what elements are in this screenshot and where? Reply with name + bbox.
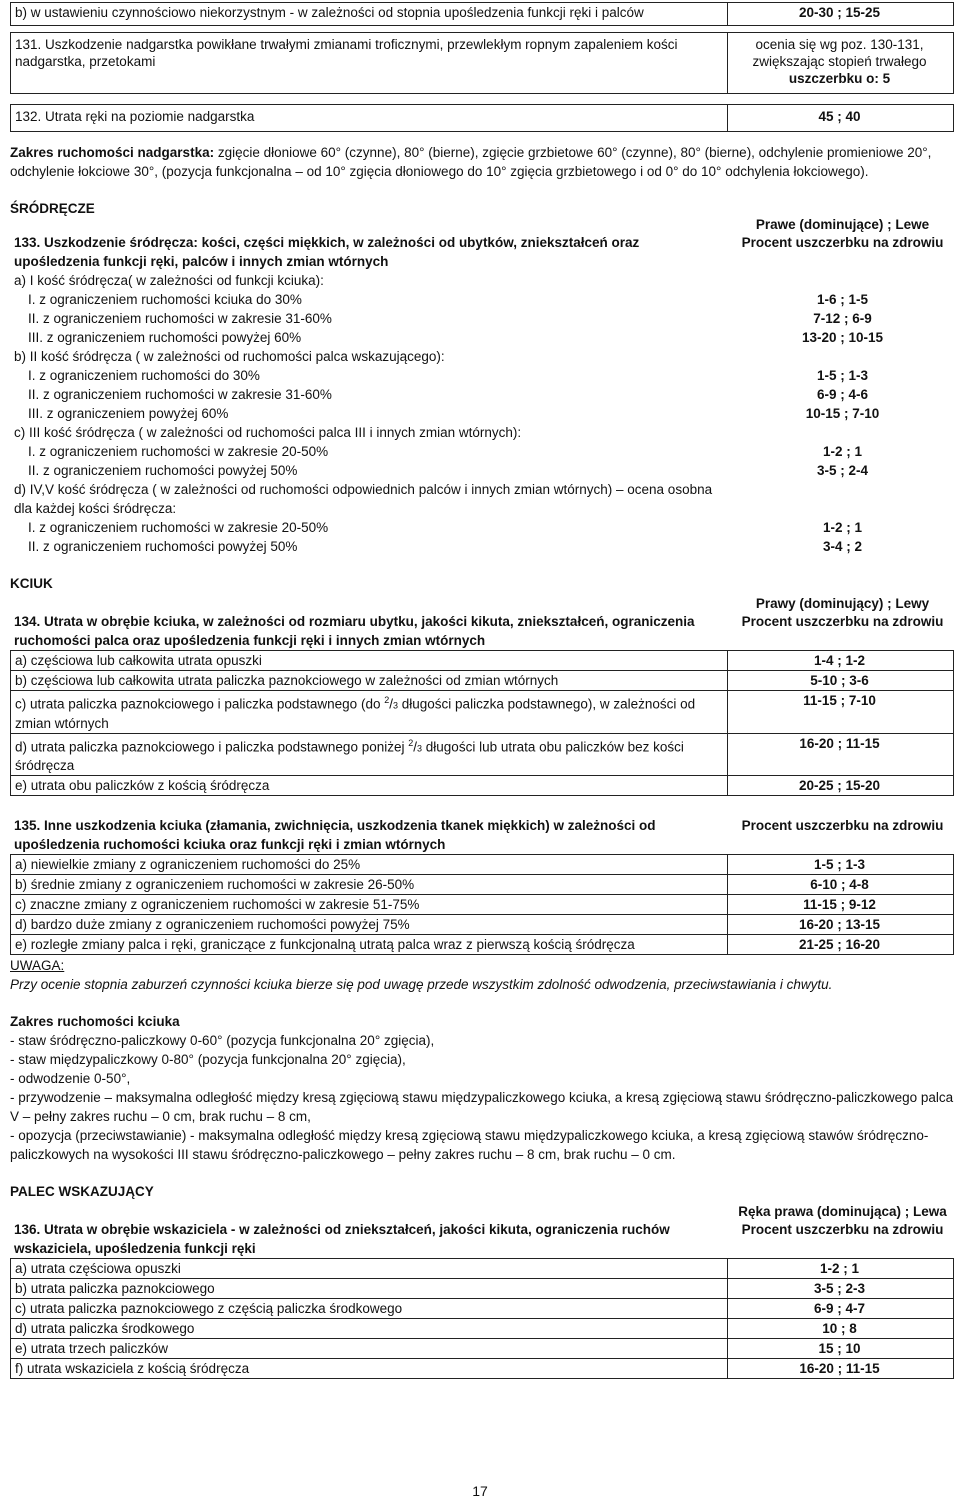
row-text-part: długości lub utrata obu paliczków bez kości śródręcza [15, 739, 684, 773]
col-side-header: Prawy (dominujący) ; Lewy [755, 596, 930, 611]
item-131-value [728, 33, 954, 94]
zakres-nadgarstka-label: Zakres ruchomości nadgarstka: [10, 145, 215, 160]
table-row [11, 1279, 954, 1299]
uwaga-label: UWAGA: [10, 958, 65, 973]
row-text: c) utrata paliczka paznokciowego z częścią paliczka środkowego [11, 1299, 728, 1319]
row-value: 11-15 ; 7-10 [728, 691, 954, 734]
row-text: a) I kość śródręcza( w zależności od funkcji kciuka): [14, 273, 324, 288]
row-value: 1-2 ; 1 [822, 444, 863, 459]
row-text: b) średnie zmiany z ograniczeniem ruchomości w zakresie 26-50% [11, 875, 728, 895]
row-text: b) utrata paliczka paznokciowego [11, 1279, 728, 1299]
row-value [731, 480, 954, 518]
col-pct-header: Procent uszczerbku na zdrowiu [741, 818, 944, 833]
row-text: I. z ograniczeniem ruchomości kciuka do 30% [28, 292, 302, 307]
row-text: e) rozległe zmiany palca i ręki, graniczące z funkcjonalną utratą palca wraz z pierwszą kością śródręcza [11, 935, 728, 955]
list-item [10, 309, 954, 328]
zakres-nadgarstka [10, 143, 954, 181]
uwaga-text: Przy ocenie stopnia zaburzeń czynności kciuka bierze się pod uwagę przede wszystkim zdolność odwodzenia, przeciwstawiania i chwytu. [10, 977, 833, 992]
row-text: d) utrata paliczka paznokciowego i paliczka podstawnego poniżej $^2$/3 długości lub utrata obu paliczków bez kości śródręcza [11, 733, 728, 776]
table-row [11, 1339, 954, 1359]
list-item [10, 385, 954, 404]
table-row [11, 733, 954, 776]
row-text: I. z ograniczeniem ruchomości w zakresie 20-50% [28, 444, 329, 459]
list-item [10, 537, 954, 556]
row-value: 10-15 ; 7-10 [805, 406, 880, 421]
row-value: 1-5 ; 1-3 [816, 368, 869, 383]
row-text: c) III kość śródręcza ( w zależności od ruchomości palca III i innych zmian wtórnych): [14, 425, 522, 440]
section-heading-srodrecze: ŚRÓDRĘCZE [10, 201, 95, 216]
item-134-table [10, 650, 954, 796]
list-item [10, 366, 954, 385]
item-132-text: 132. Utrata ręki na poziomie nadgarstka [11, 105, 728, 132]
fraction-numerator: 2 [408, 737, 414, 748]
item-135-table [10, 854, 954, 955]
item-131-value-line: zwiększając stopień trwałego [752, 54, 927, 69]
row-text: I. z ograniczeniem ruchomości w zakresie 20-50% [28, 520, 329, 535]
row-text: a) niewielkie zmiany z ograniczeniem ruchomości do 25% [11, 855, 728, 875]
list-item [10, 271, 954, 290]
list-item [10, 423, 954, 442]
item-131-text: 131. Uszkodzenie nadgarstka powikłane trwałymi zmianami troficznymi, przewlekłym ropnym zapaleniem kości nadgarstka, przetokami [11, 33, 728, 94]
row-text: a) utrata częściowa opuszki [11, 1259, 728, 1279]
col-pct-header: Procent uszczerbku na zdrowiu [741, 235, 944, 250]
table-row [11, 1319, 954, 1339]
table-row [11, 1359, 954, 1379]
table-row [11, 895, 954, 915]
item-131-value-line: ocenia się wg poz. 130-131, [755, 37, 924, 52]
row-value: 11-15 ; 9-12 [728, 895, 954, 915]
list-item [10, 347, 954, 366]
list-item: - przywodzenie – maksymalna odległość między kresą zgięciową stawu międzypaliczkowego kciuka, a kresą zgięciową stawu śródręczno-paliczkowego palca V – pełny zakres ruchu – 0 cm, brak ruchu – 8 cm, [10, 1090, 954, 1124]
row-value [731, 271, 954, 290]
table-row [11, 1299, 954, 1319]
table-row [11, 105, 954, 132]
row-value: 13-20 ; 10-15 [801, 330, 884, 345]
row-b-text: b) w ustawieniu czynnościowo niekorzystnym - w zależności od stopnia upośledzenia funkcji ręki i palców [11, 3, 728, 26]
fraction-denominator: 3 [417, 743, 423, 753]
row-value: 1-2 ; 1 [728, 1259, 954, 1279]
row-text: f) utrata wskaziciela z kością śródręcza [11, 1359, 728, 1379]
table-row [11, 3, 954, 26]
list-item [10, 404, 954, 423]
row-value: 6-10 ; 4-8 [728, 875, 954, 895]
row-text-part: c) utrata paliczka paznokciowego i paliczka podstawnego (do [15, 696, 385, 712]
row-value: 7-12 ; 6-9 [813, 311, 872, 326]
row-value: 16-20 ; 13-15 [728, 915, 954, 935]
table-row [11, 691, 954, 734]
wskazujacy-header [10, 1203, 954, 1258]
list-item: - staw śródręczno-paliczkowy 0-60° (pozycja funkcjonalna 20° zgięcia), [10, 1033, 435, 1048]
row-text-part: d) utrata paliczka paznokciowego i paliczka podstawnego poniżej [15, 739, 409, 754]
row-text: c) utrata paliczka paznokciowego i paliczka podstawnego (do $^2$/3 długości paliczka podstawnego), w zależności od zmian wtórnych [11, 691, 728, 734]
document-page [10, 0, 954, 1379]
top-table [10, 2, 954, 132]
list-item: - staw międzypaliczkowy 0-80° (pozycja funkcjonalna 20° zgięcia), [10, 1052, 406, 1067]
table-row [11, 915, 954, 935]
row-text: II. z ograniczeniem ruchomości powyżej 50% [28, 539, 298, 554]
item-133-title: 133. Uszkodzenie śródręcza: kości, części miękkich, w zależności od ubytków, zniekształceń oraz upośledzenia funkcji ręki, palców i innych zmian wtórnych [14, 235, 640, 269]
col-side-header: Ręka prawa (dominująca) ; Lewa [738, 1204, 947, 1219]
fraction-numerator: 2 [384, 695, 390, 705]
item-136-title: 136. Utrata w obrębie wskaziciela - w zależności od zniekształceń, jakości kikuta, ograniczenia ruchów wskaziciela, upośledzenia funkcji ręki [14, 1222, 670, 1256]
col-side-header: Prawe (dominujące) ; Lewe [755, 217, 930, 232]
table-row [11, 776, 954, 796]
row-value: 21-25 ; 16-20 [728, 935, 954, 955]
row-value: 1-5 ; 1-3 [728, 855, 954, 875]
item-134-title: 134. Utrata w obrębie kciuka, w zależności od rozmiaru ubytku, jakości kikuta, zniekształceń, ograniczenia ruchomości palca oraz upośledzenia funkcji ręki i innych zmian wtórnych [14, 614, 695, 648]
row-value: 6-9 ; 4-7 [728, 1299, 954, 1319]
row-text-part: długości paliczka podstawnego), w zależności od zmian wtórnych [15, 696, 696, 731]
row-text: d) IV,V kość śródręcza ( w zależności od ruchomości odpowiednich palców i innych zmian wtórnych) – ocena osobna dla każdej kości śródręcza: [14, 482, 713, 516]
row-value [731, 423, 954, 442]
table-row [11, 935, 954, 955]
item-135-title: 135. Inne uszkodzenia kciuka (złamania, zwichnięcia, uszkodzenia tkanek miękkich) w zależności od upośledzenia ruchomości kciuka oraz funkcji ręki i zmian wtórnych [14, 818, 656, 852]
row-text: e) utrata trzech paliczków [11, 1339, 728, 1359]
item-131-value-line: uszczerbku o: 5 [788, 71, 891, 86]
row-value: 20-25 ; 15-20 [728, 776, 954, 796]
table-row [11, 1259, 954, 1279]
list-item [10, 290, 954, 309]
row-value: 6-9 ; 4-6 [816, 387, 869, 402]
item-132-value: 45 ; 40 [728, 105, 954, 132]
row-text: II. z ograniczeniem ruchomości w zakresie 31-60% [28, 311, 332, 326]
item-136-table [10, 1258, 954, 1379]
row-text: III. z ograniczeniem ruchomości powyżej 60% [28, 330, 302, 345]
row-text: d) utrata paliczka środkowego [11, 1319, 728, 1339]
list-item: - odwodzenie 0-50°, [10, 1071, 131, 1086]
row-text: e) utrata obu paliczków z kością śródręcza [11, 776, 728, 796]
col-pct-header: Procent uszczerbku na zdrowiu [741, 1222, 944, 1237]
row-value: 3-5 ; 2-4 [816, 463, 869, 478]
row-text: I. z ograniczeniem ruchomości do 30% [28, 368, 260, 383]
table-row [11, 875, 954, 895]
row-value [731, 347, 954, 366]
row-value: 1-2 ; 1 [822, 520, 863, 535]
table-row [11, 33, 954, 94]
row-value: 1-6 ; 1-5 [816, 292, 869, 307]
row-text: b) częściowa lub całkowita utrata paliczka paznokciowego w zależności od zmian wtórnych [11, 671, 728, 691]
table-row [11, 651, 954, 671]
item-135-header [10, 816, 954, 854]
fraction-denominator: 3 [393, 700, 399, 711]
row-text: III. z ograniczeniem powyżej 60% [28, 406, 229, 421]
row-value: 1-4 ; 1-2 [728, 651, 954, 671]
row-value: 5-10 ; 3-6 [728, 671, 954, 691]
page-number: 17 [472, 1483, 488, 1499]
zakres-kciuka-label: Zakres ruchomości kciuka [10, 1014, 180, 1029]
row-text: II. z ograniczeniem ruchomości w zakresie 31-60% [28, 387, 332, 402]
zakres-kciuka-list [10, 1031, 954, 1164]
zakres-nadgarstka-text: zgięcie dłoniowe 60° (czynne), 80° (bierne), zgięcie grzbietowe 60° (czynne), 80° (bierne), odchylenie promieniowe 20°, odchylenie łokciowe 30°, (pozycja funkcjonalna – od 10° zgięcia dłoniowego do 10° zgięcia grzbietowego i od 0° do 10° odchylenia łokciowego). [10, 145, 932, 179]
row-text: c) znaczne zmiany z ograniczeniem ruchomości w zakresie 51-75% [11, 895, 728, 915]
row-value: 16-20 ; 11-15 [728, 1359, 954, 1379]
section-heading-kciuk: KCIUK [10, 576, 53, 591]
col-pct-header: Procent uszczerbku na zdrowiu [741, 614, 944, 629]
row-text: d) bardzo duże zmiany z ograniczeniem ruchomości powyżej 75% [11, 915, 728, 935]
row-value: 16-20 ; 11-15 [728, 733, 954, 776]
list-item [10, 461, 954, 480]
row-value: 3-4 ; 2 [822, 539, 863, 554]
srodrecze-table [10, 216, 954, 556]
table-row [11, 855, 954, 875]
row-b-value: 20-30 ; 15-25 [728, 3, 954, 26]
row-text: II. z ograniczeniem ruchomości powyżej 50% [28, 463, 298, 478]
row-value: 3-5 ; 2-3 [728, 1279, 954, 1299]
table-row [11, 671, 954, 691]
row-text: a) częściowa lub całkowita utrata opuszki [11, 651, 728, 671]
list-item [10, 480, 954, 518]
list-item [10, 328, 954, 347]
list-item [10, 442, 954, 461]
list-item: - opozycja (przeciwstawianie) - maksymalna odległość między kresą zgięciową stawu międzypaliczkowego kciuka, a kresą zgięciową stawów śródręczno-paliczkowych na wysokości III stawu śródręczno-paliczkowego – pełny zakres ruchu – 8 cm, brak ruchu – 0 cm. [10, 1128, 929, 1162]
row-text: b) II kość śródręcza ( w zależności od ruchomości palca wskazującego): [14, 349, 445, 364]
kciuk-header [10, 595, 954, 650]
section-heading-palec-wskazujacy: PALEC WSKAZUJĄCY [10, 1184, 154, 1199]
row-value: 10 ; 8 [728, 1319, 954, 1339]
list-item [10, 518, 954, 537]
row-value: 15 ; 10 [728, 1339, 954, 1359]
